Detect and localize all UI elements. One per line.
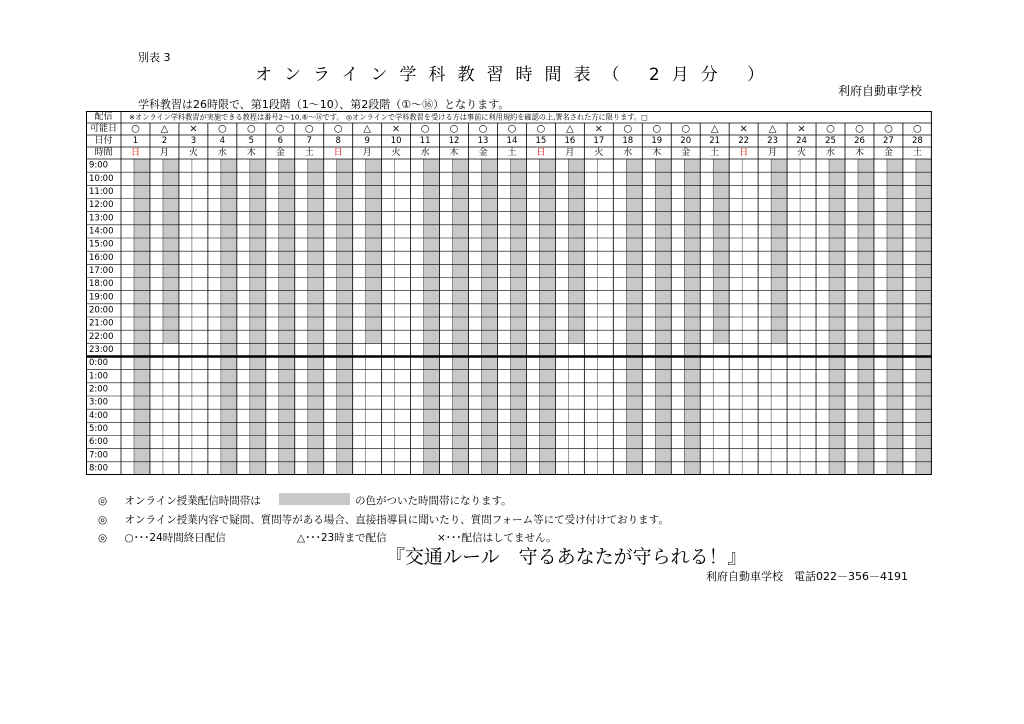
questions-note	[98, 512, 669, 527]
availability-mark: ○	[536, 123, 546, 135]
time-label: 11:00	[89, 186, 114, 197]
weekday-label: 金	[883, 148, 893, 158]
bullet-icon: ◎	[98, 532, 108, 544]
availability-mark: △	[710, 123, 719, 135]
weekday-label: 土	[912, 148, 922, 158]
date-label: 10	[390, 136, 402, 146]
availability-mark: ×	[391, 123, 401, 135]
time-label: 7:00	[89, 450, 109, 461]
availability-mark: ○	[478, 123, 488, 135]
date-label: 5	[248, 136, 255, 146]
availability-mark: ○	[913, 123, 922, 135]
time-label: 18:00	[89, 279, 114, 290]
legend-text-before: オンライン授業配信時間帯は	[124, 495, 261, 507]
time-label: 19:00	[89, 292, 114, 303]
document-label: 別表 3	[138, 51, 171, 64]
date-label: 17	[593, 136, 605, 146]
weekday-label: 金	[681, 148, 691, 158]
table-border	[87, 112, 932, 475]
availability-mark: ○	[855, 123, 864, 135]
time-label: 21:00	[89, 318, 114, 329]
date-label: 20	[680, 136, 692, 146]
weekday-label: 水	[623, 148, 633, 158]
weekday-label: 水	[420, 148, 430, 158]
weekday-label: 月	[159, 148, 169, 158]
date-label: 13	[477, 136, 489, 146]
legend-text-after: の色がついた時間帯になります。	[355, 495, 512, 507]
availability-mark: ○	[275, 123, 285, 135]
availability-mark: ○	[507, 123, 517, 135]
weekday-label: 日	[739, 148, 749, 158]
row-label-time: 時間	[94, 148, 113, 158]
questions-text: オンライン授業内容で疑問、質問等がある場合、直接指導員に聞いたり、質問フォーム等にて受け付けております。	[124, 514, 669, 526]
date-label: 12	[448, 136, 460, 146]
availability-mark: ○	[652, 123, 662, 135]
availability-mark: ×	[189, 123, 198, 135]
date-label: 14	[506, 136, 518, 146]
availability-mark: △	[566, 123, 574, 135]
time-label: 20:00	[89, 305, 114, 316]
weekday-label: 月	[362, 148, 372, 158]
bullet-icon: ◎	[98, 514, 108, 526]
weekday-label: 火	[594, 148, 604, 158]
time-label: 23:00	[89, 344, 114, 355]
weekday-label: 金	[478, 148, 488, 158]
time-label: 9:00	[89, 160, 109, 171]
time-label: 5:00	[89, 423, 109, 434]
time-label: 0:00	[89, 358, 109, 369]
weekday-label: 水	[826, 148, 836, 158]
availability-mark: ○	[420, 123, 430, 135]
date-label: 3	[190, 136, 197, 146]
availability-mark: ○	[131, 123, 140, 135]
page-title: オンライン学科教習時間表（ 2月分 ）	[255, 65, 777, 85]
availability-mark: ○	[681, 123, 691, 135]
availability-mark: △	[363, 123, 372, 135]
date-label: 1	[132, 136, 139, 146]
date-label: 15	[535, 136, 547, 146]
delivery-color-swatch	[279, 493, 350, 505]
date-label: 27	[883, 136, 894, 146]
availability-mark: ○	[304, 123, 314, 135]
weekday-label: 金	[275, 148, 285, 158]
weekday-label: 水	[217, 148, 227, 158]
mark-circle-text: ○･･･24時間終日配信	[124, 532, 226, 544]
legend-note	[98, 493, 261, 508]
time-label: 14:00	[89, 226, 114, 237]
time-label: 13:00	[89, 213, 114, 224]
footer-contact: 利府自動車学校 電話022－356－4191	[706, 570, 908, 583]
availability-mark: ○	[623, 123, 633, 135]
weekday-label: 日	[536, 148, 546, 158]
date-label: 22	[738, 136, 750, 146]
weekday-label: 土	[304, 148, 314, 158]
slogan: 『交通ルール 守るあなたが守られる！』	[386, 546, 747, 568]
time-label: 6:00	[89, 437, 109, 448]
availability-mark: ×	[594, 123, 604, 135]
weekday-label: 木	[854, 148, 864, 158]
availability-mark: ○	[333, 123, 343, 135]
time-label: 15:00	[89, 239, 114, 250]
row-label-delivery: 配信	[94, 112, 113, 122]
availability-mark: ○	[826, 123, 835, 135]
weekday-label: 日	[130, 148, 140, 158]
time-label: 2:00	[89, 384, 109, 395]
availability-mark: △	[768, 123, 777, 135]
weekday-label: 木	[652, 148, 662, 158]
date-label: 9	[364, 136, 370, 146]
date-label: 8	[335, 136, 341, 146]
weekday-label: 土	[710, 148, 720, 158]
time-label: 10:00	[89, 173, 114, 184]
date-label: 28	[911, 136, 923, 146]
time-label: 1:00	[89, 371, 109, 382]
time-label: 12:00	[89, 200, 114, 211]
availability-mark: ○	[217, 123, 227, 135]
date-label: 24	[796, 136, 807, 146]
time-label: 22:00	[89, 331, 114, 342]
date-label: 21	[709, 136, 721, 146]
weekday-label: 火	[797, 148, 807, 158]
weekday-label: 月	[768, 148, 778, 158]
date-label: 6	[277, 136, 283, 146]
date-label: 2	[161, 136, 168, 146]
intro-text: 学科教習は26時限で、第1段階（1～10）、第2段階（①～⑯）となります。	[138, 98, 510, 111]
availability-mark: ×	[797, 123, 806, 135]
schedule-table	[86, 111, 932, 475]
date-label: 7	[306, 136, 312, 146]
schedule-grid	[86, 111, 932, 475]
weekday-label: 土	[507, 148, 517, 158]
delivery-note: ※オンライン学科教習が実施できる教程は番号2～10,⑥～⑯です。 ◎オンラインで学科教習を受ける方は事前に利用規約を確認の上,署名された方に限ります。□	[129, 112, 648, 122]
time-label: 17:00	[89, 265, 114, 276]
time-label: 3:00	[89, 397, 109, 408]
time-label: 4:00	[89, 410, 109, 421]
row-label-date: 日付	[94, 136, 113, 146]
availability-mark: ○	[246, 123, 256, 135]
row-label-availability: 可能日	[89, 124, 118, 134]
date-label: 26	[854, 136, 865, 146]
date-label: 19	[651, 136, 663, 146]
mark-triangle-text: △･･･23時まで配信	[297, 532, 387, 544]
marks-note	[98, 530, 226, 545]
weekday-label: 木	[449, 148, 459, 158]
mark-cross-text: ×･･･配信はしてません。	[437, 532, 557, 544]
weekday-label: 日	[333, 148, 343, 158]
date-label: 11	[419, 136, 431, 146]
time-label: 16:00	[89, 252, 114, 263]
date-label: 23	[767, 136, 779, 146]
weekday-label: 月	[565, 148, 575, 158]
weekday-label: 火	[188, 148, 198, 158]
weekday-label: 火	[391, 148, 401, 158]
weekday-label: 木	[246, 148, 256, 158]
availability-mark: ○	[884, 123, 893, 135]
date-label: 4	[219, 136, 226, 146]
availability-mark: ×	[739, 123, 748, 135]
date-label: 25	[825, 136, 836, 146]
time-label: 8:00	[89, 463, 109, 474]
availability-mark: ○	[449, 123, 459, 135]
date-label: 18	[622, 136, 634, 146]
bullet-icon: ◎	[98, 495, 108, 507]
availability-mark: △	[160, 123, 169, 135]
school-name: 利府自動車学校	[838, 84, 923, 98]
date-label: 16	[564, 136, 576, 146]
